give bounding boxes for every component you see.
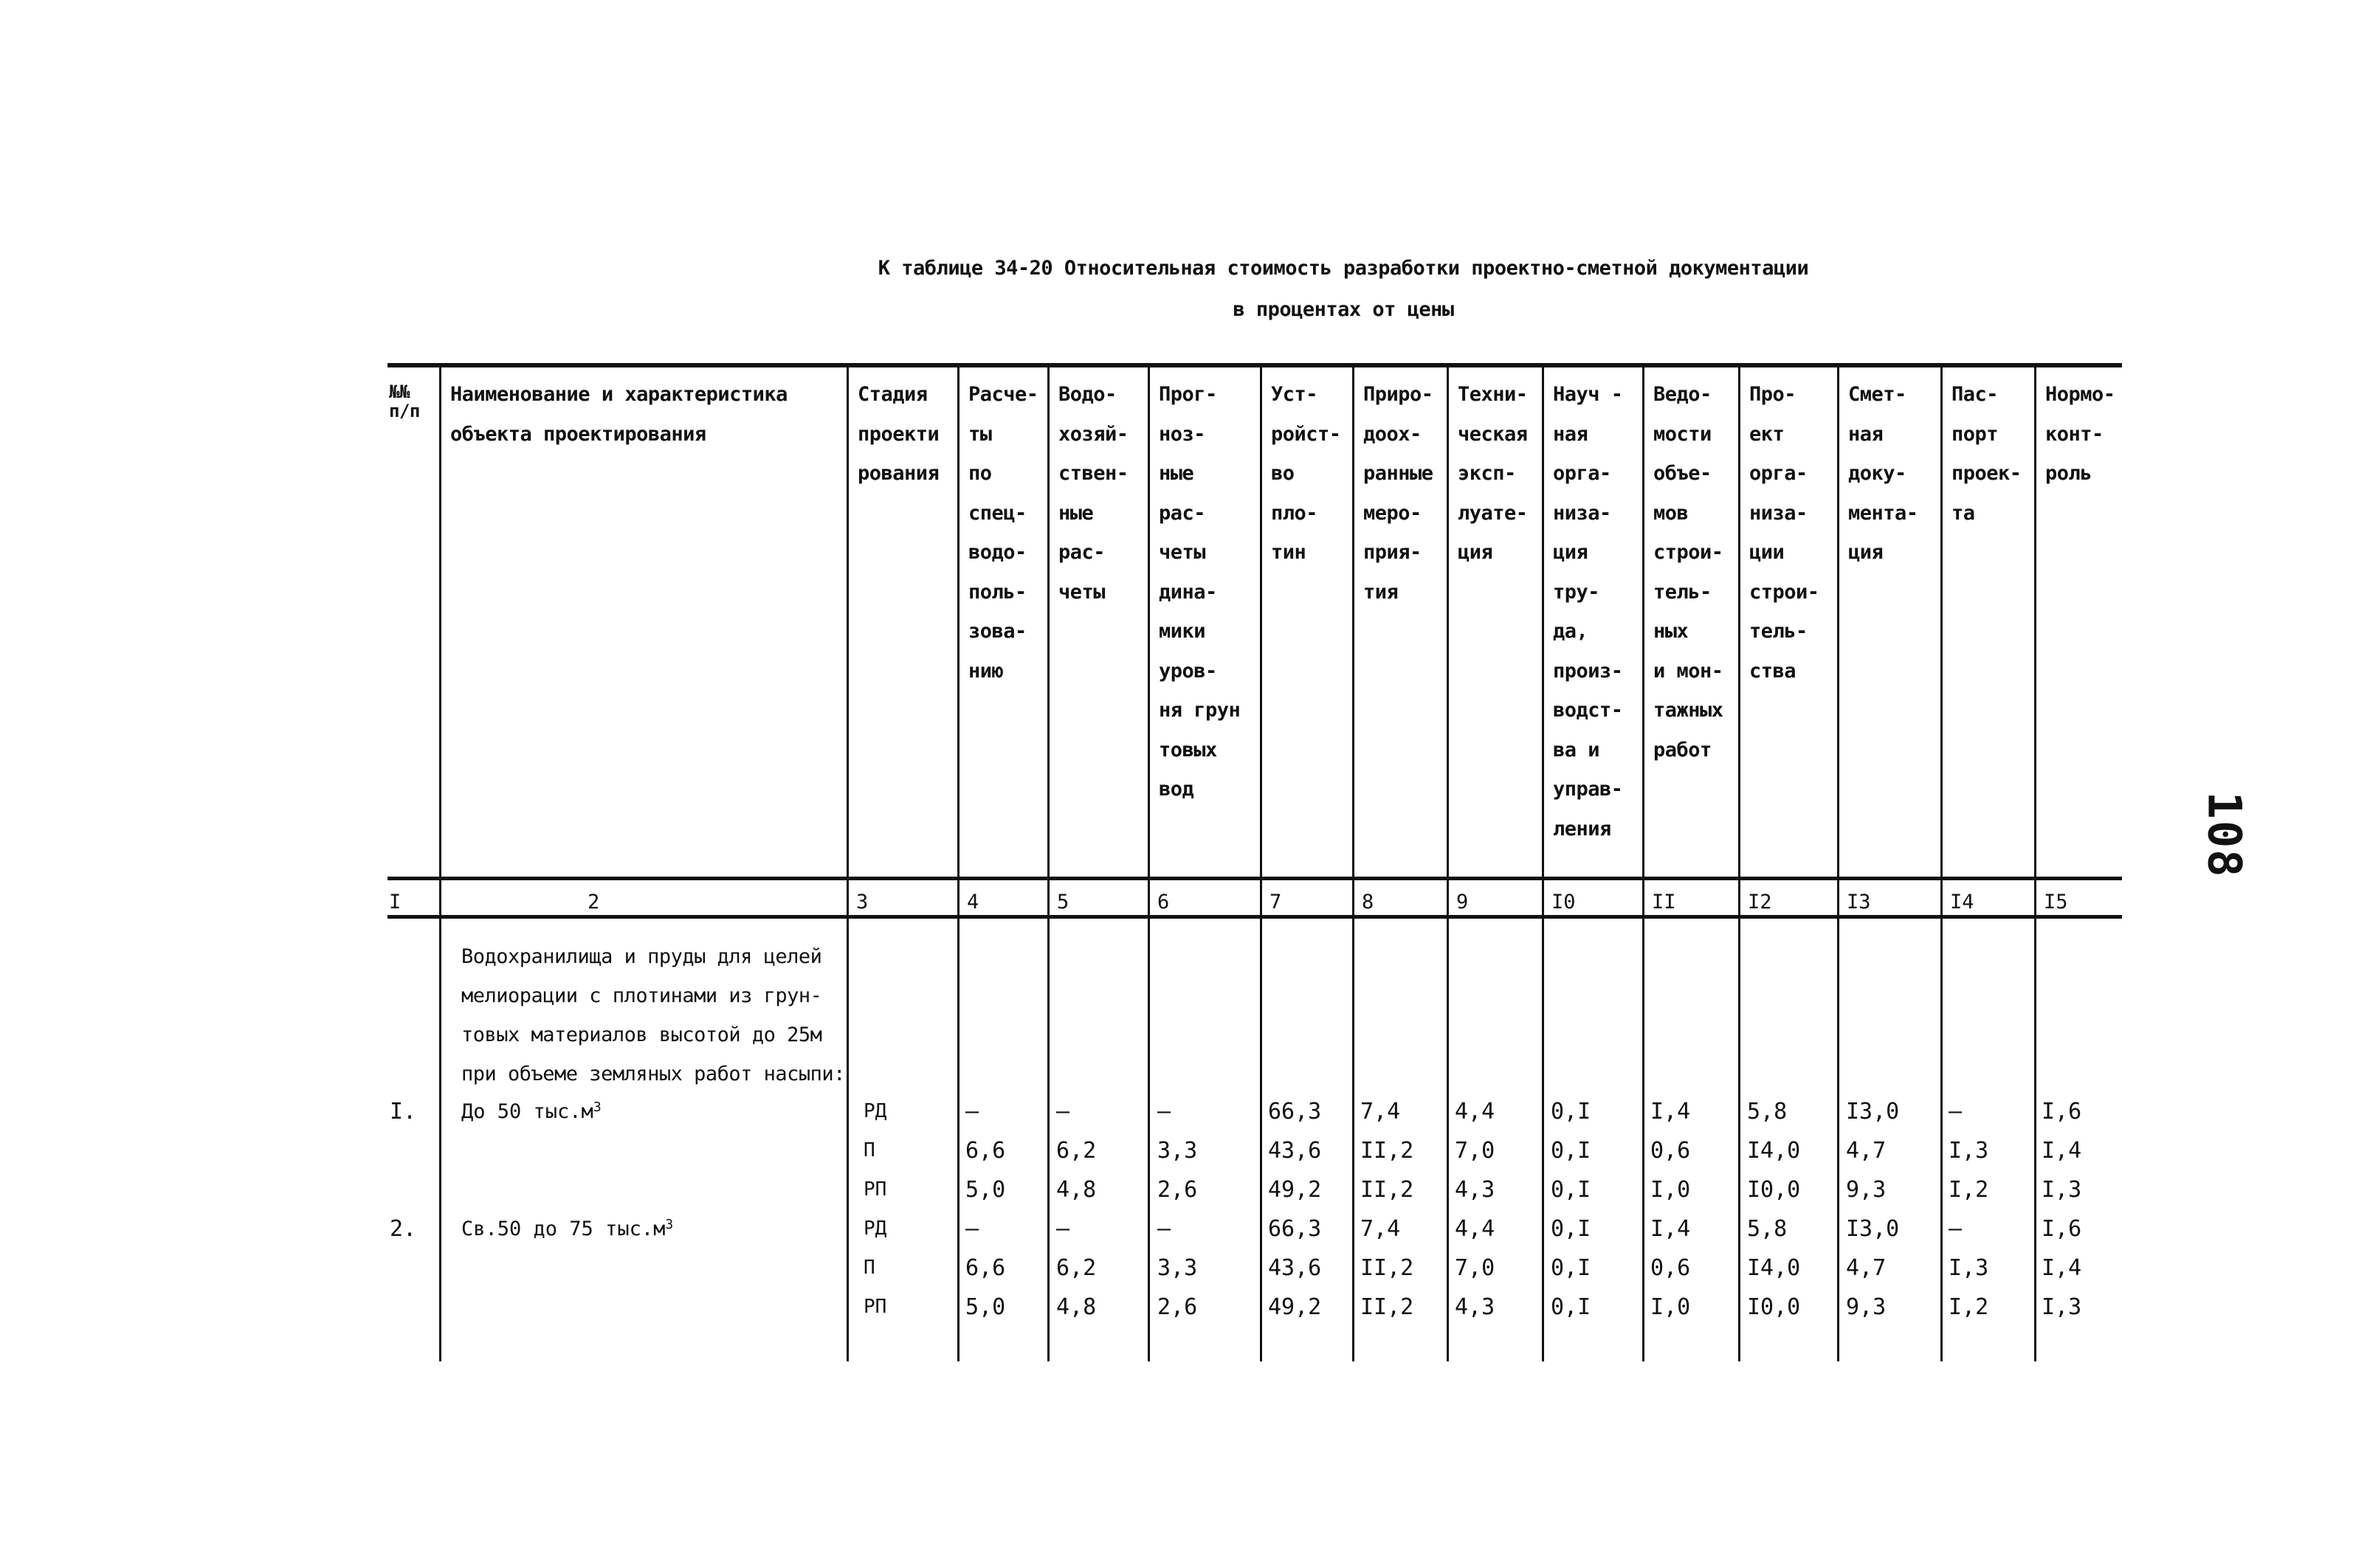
value-cell: 66,3 [1268, 1216, 1322, 1242]
value-cell: I,3 [1949, 1255, 1989, 1281]
item-name [461, 1209, 673, 1248]
value-cell: – [1056, 1099, 1070, 1125]
value-cell: 4,4 [1455, 1099, 1495, 1125]
column-header: Ведо- мости объе- мов строи- тель- ных и мон- тажных работ [1653, 383, 1723, 761]
column-divider [439, 365, 441, 1361]
value-cell: 4,7 [1846, 1138, 1887, 1164]
value-cell: 3,3 [1157, 1138, 1198, 1164]
item-number: 2. [390, 1216, 417, 1242]
value-cell: I,4 [1650, 1099, 1691, 1125]
column-header: №№ п/п [389, 381, 420, 421]
value-cell: 7,4 [1360, 1216, 1401, 1242]
column-number: I0 [1551, 891, 1576, 913]
value-cell: I,0 [1650, 1177, 1691, 1203]
column-header: Расче- ты по спец- водо- поль- зова- нию [968, 383, 1038, 683]
value-cell: I,6 [2042, 1099, 2082, 1125]
value-cell: 4,4 [1455, 1216, 1495, 1242]
value-cell: – [1949, 1099, 1963, 1125]
value-cell: 0,I [1551, 1294, 1591, 1320]
value-cell: – [965, 1216, 979, 1242]
column-number: 8 [1362, 891, 1374, 913]
column-header: Водо- хозяй- ствен- ные рас- четы [1058, 383, 1129, 604]
table-top-rule [387, 363, 2122, 367]
value-cell: I,4 [2042, 1138, 2082, 1164]
value-cell: I0,0 [1747, 1294, 1801, 1320]
column-divider [2034, 365, 2036, 1361]
value-cell: – [965, 1099, 979, 1125]
value-cell: 4,3 [1455, 1177, 1495, 1203]
value-cell: 0,I [1551, 1138, 1591, 1164]
value-cell: II,2 [1360, 1138, 1414, 1164]
table-title [864, 248, 1823, 331]
value-cell: 43,6 [1268, 1138, 1322, 1164]
value-cell: 5,0 [965, 1177, 1006, 1203]
column-divider [1940, 365, 1943, 1361]
value-cell: 4,3 [1455, 1294, 1495, 1320]
value-cell: 66,3 [1268, 1099, 1322, 1125]
value-cell: I3,0 [1846, 1099, 1900, 1125]
value-cell: 0,I [1551, 1216, 1591, 1242]
value-cell: I3,0 [1846, 1216, 1900, 1242]
column-header: Приро- доох- ранные меро- прия- тия [1363, 383, 1433, 604]
value-cell: 2,6 [1157, 1177, 1198, 1203]
value-cell: 6,6 [965, 1138, 1006, 1164]
column-number: 4 [967, 891, 979, 913]
column-number: 9 [1456, 891, 1469, 913]
column-number: I3 [1847, 891, 1871, 913]
value-cell: I4,0 [1747, 1255, 1801, 1281]
column-header: Нормо- конт- роль [2045, 383, 2115, 485]
value-cell: I,2 [1949, 1177, 1989, 1203]
value-cell: II,2 [1360, 1294, 1414, 1320]
group-description: Водохранилища и пруды для целей мелиорации с плотинами из грун- товых материалов высотой до 25м при объеме земляных работ насыпи: [461, 945, 845, 1085]
value-cell: II,2 [1360, 1177, 1414, 1203]
value-cell: 5,8 [1747, 1099, 1788, 1125]
column-divider [1047, 365, 1050, 1361]
value-cell: 0,6 [1650, 1255, 1691, 1281]
item-name-text: До 50 тыс.м [461, 1100, 593, 1123]
column-divider [1738, 365, 1740, 1361]
column-divider [1447, 365, 1449, 1361]
column-header: Науч - ная орга- низа- ция тру- да, произ- водст- ва и управ- ления [1553, 383, 1623, 840]
column-divider [847, 365, 849, 1361]
value-cell: 5,8 [1747, 1216, 1788, 1242]
value-cell: 0,I [1551, 1255, 1591, 1281]
value-cell: 49,2 [1268, 1177, 1322, 1203]
column-header: Стадия проекти рования [858, 383, 940, 485]
column-number: I2 [1748, 891, 1772, 913]
value-cell: 7,0 [1455, 1138, 1495, 1164]
column-header: Прог- ноз- ные рас- четы дина- мики уров- ня грун товых вод [1159, 383, 1241, 801]
value-cell: – [1949, 1216, 1963, 1242]
value-cell: 6,2 [1056, 1255, 1097, 1281]
value-cell: 6,2 [1056, 1138, 1097, 1164]
column-number: 6 [1157, 891, 1170, 913]
value-cell: I,4 [2042, 1255, 2082, 1281]
value-cell: 4,8 [1056, 1177, 1097, 1203]
stage-cell: РД [864, 1100, 887, 1122]
value-cell: I,0 [1650, 1294, 1691, 1320]
column-number: II [1652, 891, 1676, 913]
value-cell: 7,0 [1455, 1255, 1495, 1281]
column-divider [1260, 365, 1262, 1361]
column-header: Смет- ная доку- мента- ция [1848, 383, 1918, 564]
column-number: I4 [1950, 891, 1974, 913]
column-number: 2 [588, 891, 600, 913]
column-number: 5 [1057, 891, 1069, 913]
value-cell: I,3 [2042, 1177, 2082, 1203]
column-header: Техни- ческая эксп- луате- ция [1458, 383, 1528, 564]
page-number: 108 [2197, 791, 2252, 879]
value-cell: 9,3 [1846, 1294, 1887, 1320]
item-name-text: Св.50 до 75 тыс.м [461, 1218, 666, 1240]
value-cell: 43,6 [1268, 1255, 1322, 1281]
column-number: 7 [1269, 891, 1282, 913]
value-cell: I,6 [2042, 1216, 2082, 1242]
value-cell: – [1056, 1216, 1070, 1242]
column-number: I5 [2044, 891, 2068, 913]
stage-cell: П [864, 1257, 875, 1279]
value-cell: 49,2 [1268, 1294, 1322, 1320]
value-cell: I,3 [1949, 1138, 1989, 1164]
stage-cell: РД [864, 1218, 887, 1240]
column-header: Уст- ройст- во пло- тин [1271, 383, 1341, 564]
column-divider [1352, 365, 1354, 1361]
column-header: Пас- порт проек- та [1951, 383, 2022, 525]
item-name [461, 1092, 602, 1131]
value-cell: 4,8 [1056, 1294, 1097, 1320]
value-cell: 5,0 [965, 1294, 1006, 1320]
value-cell: 7,4 [1360, 1099, 1401, 1125]
column-numbers-bottom-rule [387, 915, 2122, 919]
stage-cell: П [864, 1139, 875, 1161]
stage-cell: РП [864, 1296, 887, 1318]
header-bottom-rule [387, 877, 2122, 880]
value-cell: – [1157, 1216, 1171, 1242]
item-name-superscript: 3 [665, 1217, 674, 1232]
column-divider [1642, 365, 1644, 1361]
value-cell: I4,0 [1747, 1138, 1801, 1164]
column-number: I [389, 891, 402, 913]
stage-cell: РП [864, 1178, 887, 1201]
value-cell: 6,6 [965, 1255, 1006, 1281]
column-divider [1148, 365, 1150, 1361]
value-cell: I,4 [1650, 1216, 1691, 1242]
value-cell: II,2 [1360, 1255, 1414, 1281]
value-cell: 4,7 [1846, 1255, 1887, 1281]
value-cell: 0,I [1551, 1099, 1591, 1125]
column-divider [1542, 365, 1544, 1361]
value-cell: 9,3 [1846, 1177, 1887, 1203]
column-number: 3 [856, 891, 869, 913]
value-cell: 0,I [1551, 1177, 1591, 1203]
column-header: Наименование и характеристика объекта проектирования [450, 383, 788, 446]
value-cell: I,3 [2042, 1294, 2082, 1320]
value-cell: 3,3 [1157, 1255, 1198, 1281]
item-number: I. [390, 1099, 417, 1125]
value-cell: I0,0 [1747, 1177, 1801, 1203]
value-cell: – [1157, 1099, 1171, 1125]
column-header: Про- ект орга- низа- ции строи- тель- ства [1749, 383, 1819, 683]
value-cell: 2,6 [1157, 1294, 1198, 1320]
title-line-2: в процентах от цены [1233, 298, 1454, 321]
column-divider [957, 365, 960, 1361]
title-line-1: К таблице 34-20 Относительная стоимость разработки проектно-сметной документации [878, 257, 1809, 280]
column-divider [1837, 365, 1839, 1361]
item-name-superscript: 3 [593, 1099, 602, 1115]
value-cell: I,2 [1949, 1294, 1989, 1320]
value-cell: 0,6 [1650, 1138, 1691, 1164]
